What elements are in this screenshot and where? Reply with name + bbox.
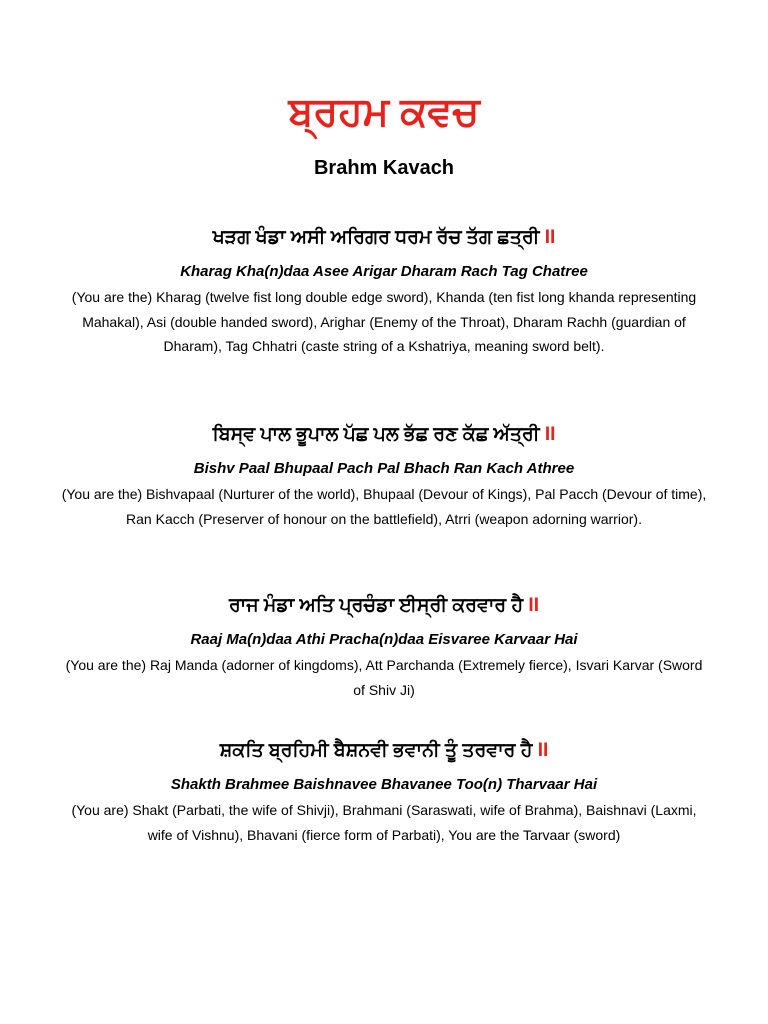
verse-end-marker: II xyxy=(537,740,549,761)
verse-block xyxy=(60,592,708,702)
verse-block xyxy=(60,421,708,531)
verse-gurmukhi-line xyxy=(60,224,708,252)
verse-meaning: (You are the) Kharag (twelve fist long double edge sword), Khanda (ten fist long khanda representing Mahakal), Asi (double handed sword), Arighar (Enemy of the Throat), Dharam Rachh (guardian of Dharam), Tag Chhatri (caste string of a Kshatriya, meaning sword belt). xyxy=(71,289,697,354)
verse-end-marker: II xyxy=(544,424,556,445)
verse-gurmukhi-text: ਸ਼ਕਤਿ ਬ੍ਰਹਿਮੀ ਬੈਸ਼ਨਵੀ ਭਵਾਨੀ ਤੂੰ ਤਰਵਾਰ ਹੈ xyxy=(219,740,533,761)
verse-block xyxy=(60,737,708,847)
page-subtitle: Brahm Kavach xyxy=(313,157,455,179)
verse-gurmukhi-text: ਬਿਸ੍ਵ ਪਾਲ ਭੂਪਾਲ ਪੱਛ ਪਲ ਭੱਛ ਰਣ ਕੱਛ ਅੱਤ੍ਰੀ xyxy=(212,424,540,445)
verse-block xyxy=(60,224,708,359)
verse-transliteration: Raaj Ma(n)daa Athi Pracha(n)daa Eisvaree Karvaar Hai xyxy=(190,631,578,648)
page-title: ਬ੍ਰਹਮ ਕਵਚ xyxy=(288,90,480,134)
verse-end-marker: II xyxy=(544,227,556,248)
verse-transliteration: Bishv Paal Bhupaal Pach Pal Bhach Ran Kach Athree xyxy=(193,460,575,477)
verse-transliteration: Shakth Brahmee Baishnavee Bhavanee Too(n) Tharvaar Hai xyxy=(170,776,598,793)
verse-gurmukhi-text: ਖੜਗ ਖੰਡਾ ਅਸੀ ਅਰਿਗਰ ਧਰਮ ਰੱਚ ਤੱਗ ਛਤ੍ਰੀ xyxy=(212,227,540,248)
verse-gurmukhi-line xyxy=(60,592,708,620)
verse-gurmukhi-line xyxy=(60,421,708,449)
verse-transliteration: Kharag Kha(n)daa Asee Arigar Dharam Rach Tag Chatree xyxy=(180,263,588,280)
verse-meaning: (You are) Shakt (Parbati, the wife of Shivji), Brahmani (Saraswati, wife of Brahma), Baishnavi (Laxmi, wife of Vishnu), Bhavani (fierce form of Parbati), You are the Tarvaar (sword) xyxy=(71,802,697,843)
verse-gurmukhi-text: ਰਾਜ ਮੰਡਾ ਅਤਿ ਪ੍ਰਚੰਡਾ ਈਸ੍ਰੀ ਕਰਵਾਰ ਹੈ xyxy=(229,595,524,616)
verse-gurmukhi-line xyxy=(60,737,708,765)
verse-meaning: (You are the) Bishvapaal (Nurturer of the world), Bhupaal (Devour of Kings), Pal Pacch (Devour of time), Ran Kacch (Preserver of honour on the battlefield), Atrri (weapon adorning warrior). xyxy=(61,486,707,527)
verse-end-marker: II xyxy=(528,595,539,616)
verse-meaning: (You are the) Raj Manda (adorner of kingdoms), Att Parchanda (Extremely fierce), Isvari Karvar (Sword of Shiv Ji) xyxy=(65,657,703,698)
